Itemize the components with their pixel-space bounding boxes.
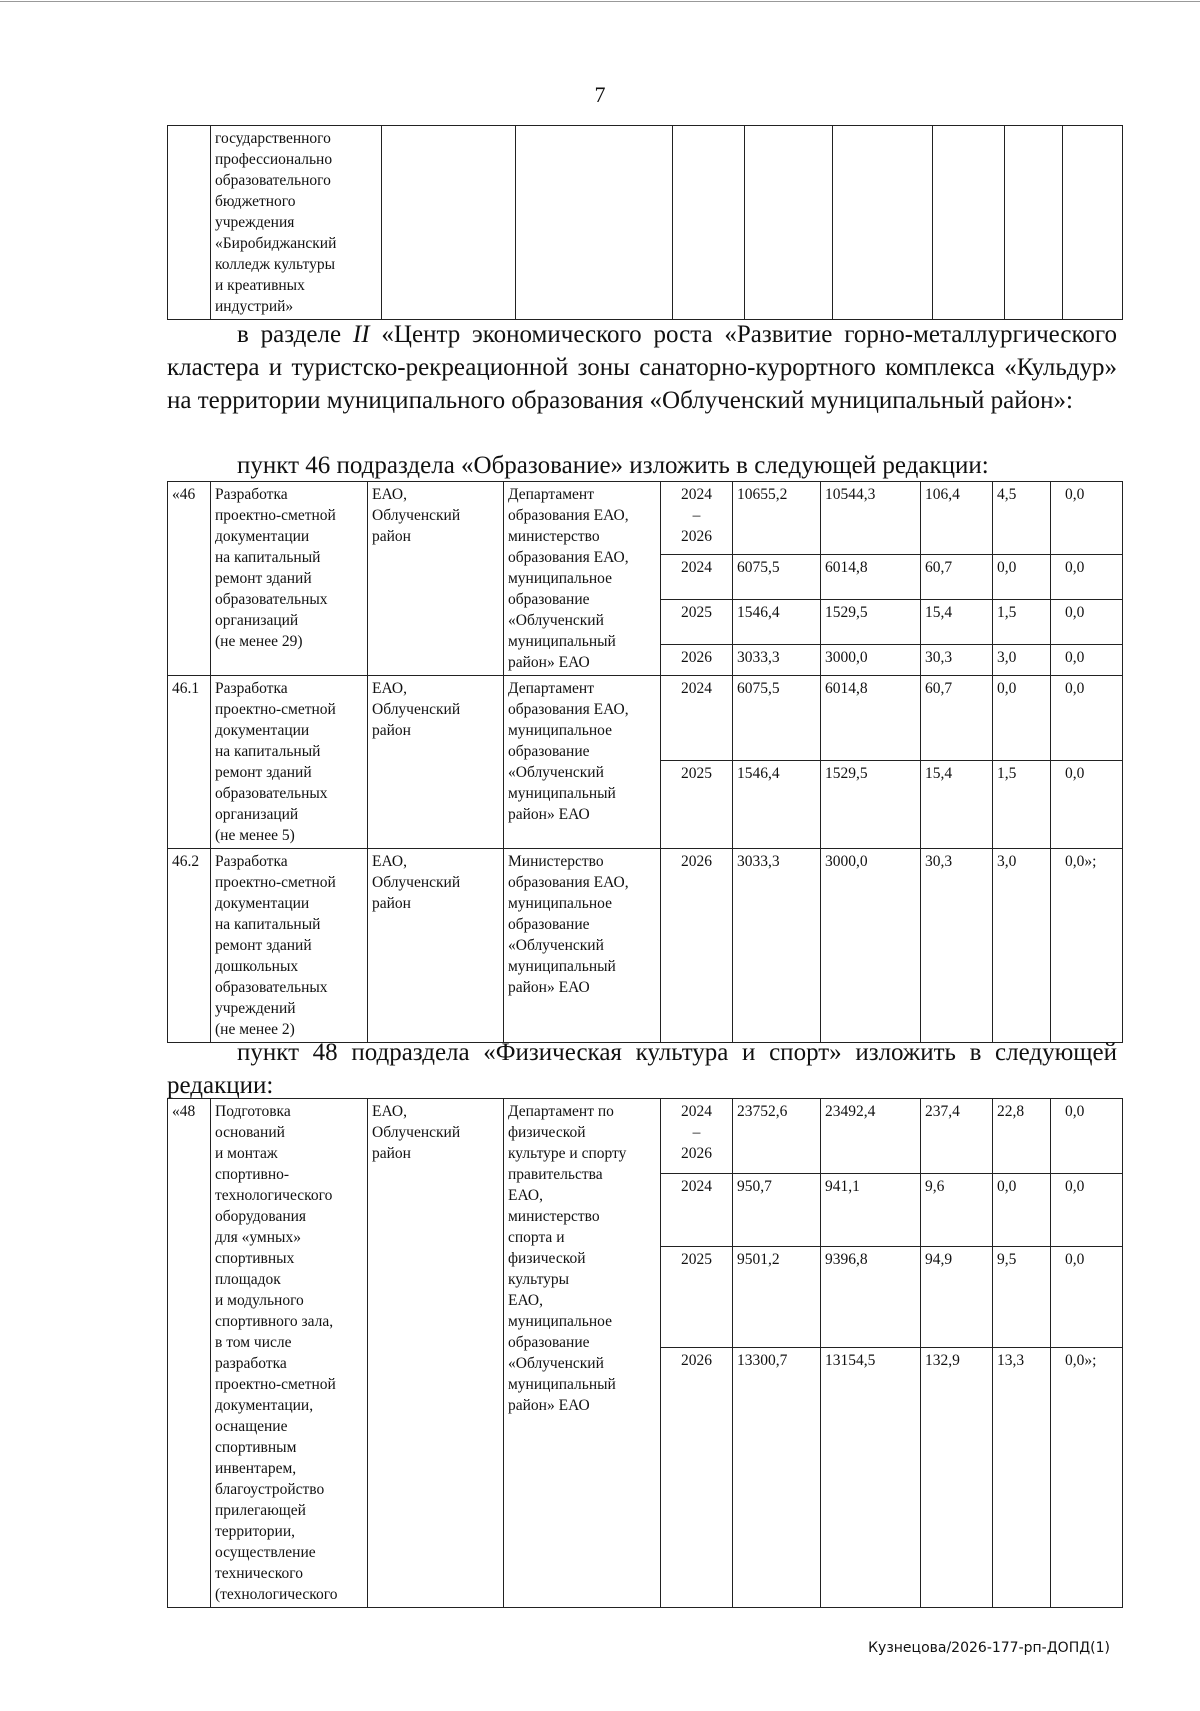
cell-num	[168, 126, 211, 320]
row46-num: «46	[168, 482, 211, 676]
row461-year: 2024	[661, 676, 733, 761]
row48-place: ЕАО, Облученский район	[368, 1099, 504, 1608]
row48-exec: Департамент по физической культуре и спорту правительства ЕАО, министерство спорта и физической культуры ЕАО, муниципальное образование «Облученский муниципальный район» ЕАО	[504, 1099, 661, 1608]
page-number: 7	[594, 82, 606, 107]
row461-v5: 0,0	[1051, 676, 1123, 761]
row48-v4: 13,3	[993, 1347, 1051, 1607]
row462-v3: 30,3	[921, 849, 993, 1043]
row46-v1: 10655,2	[733, 482, 821, 555]
row46-v2: 6014,8	[821, 554, 921, 600]
cell-year	[673, 126, 745, 320]
row461-v2: 1529,5	[821, 760, 921, 848]
section-text-before: в разделе	[237, 321, 353, 348]
row48-v5: 0,0	[1051, 1246, 1123, 1347]
cell-v3	[933, 126, 1005, 320]
row48-v2: 13154,5	[821, 1347, 921, 1607]
row462-v1: 3033,3	[733, 849, 821, 1043]
row46-year: 2024 – 2026	[661, 482, 733, 555]
row46-v5: 0,0	[1051, 554, 1123, 600]
section-roman: II	[352, 321, 370, 348]
row48-v1: 9501,2	[733, 1246, 821, 1347]
row461-v4: 1,5	[993, 760, 1051, 848]
cell-v2	[833, 126, 933, 320]
row462-exec: Министерство образования ЕАО, муниципальное образование «Облученский муниципальный район» ЕАО	[504, 849, 661, 1043]
row48-name: Подготовка оснований и монтаж спортивно- технологического оборудования для «умных» спортивных площадок и модульного спортивного зала, в том числе разработка проектно-сметной документации, оснащение спортивным инвентарем, благоустройство прилегающей территории, осуществление технического (технологического	[211, 1099, 368, 1608]
row461-v3: 15,4	[921, 760, 993, 848]
row46-name: Разработка проектно-сметной документации на капитальный ремонт зданий образовательных организаций (не менее 29)	[211, 482, 368, 676]
row461-v2: 6014,8	[821, 676, 921, 761]
row461-v1: 1546,4	[733, 760, 821, 848]
row48-v1: 950,7	[733, 1174, 821, 1246]
row48-year: 2024	[661, 1174, 733, 1246]
row46-v2: 10544,3	[821, 482, 921, 555]
table-point-46	[167, 481, 1123, 1043]
table-point-48	[167, 1098, 1123, 1608]
row48-v3: 132,9	[921, 1347, 993, 1607]
row46-v1: 6075,5	[733, 554, 821, 600]
row48-v4: 0,0	[993, 1174, 1051, 1246]
row48-v3: 9,6	[921, 1174, 993, 1246]
row46-v3: 30,3	[921, 644, 993, 675]
row46-year: 2026	[661, 644, 733, 675]
row48-v5: 0,0	[1051, 1099, 1123, 1174]
row461-exec: Департамент образования ЕАО, муниципальное образование «Облученский муниципальный район» ЕАО	[504, 676, 661, 849]
row48-v1: 13300,7	[733, 1347, 821, 1607]
row48-year: 2026	[661, 1347, 733, 1607]
cell-exec	[516, 126, 673, 320]
row48-v4: 9,5	[993, 1246, 1051, 1347]
table-continuation	[167, 125, 1123, 320]
row461-year: 2025	[661, 760, 733, 848]
row461-name: Разработка проектно-сметной документации на капитальный ремонт зданий образовательных организаций (не менее 5)	[211, 676, 368, 849]
row46-v5: 0,0	[1051, 482, 1123, 555]
row48-year: 2025	[661, 1246, 733, 1347]
top-scan-line	[0, 1, 1200, 2]
row48-v3: 237,4	[921, 1099, 993, 1174]
cell-v5	[1063, 126, 1123, 320]
point48-paragraph: пункт 48 подраздела «Физическая культура и спорт» изложить в следующей редакции:	[167, 1039, 1117, 1099]
row48-num: «48	[168, 1099, 211, 1608]
row46-v4: 0,0	[993, 554, 1051, 600]
section-paragraph	[167, 318, 1117, 417]
row46-v4: 3,0	[993, 644, 1051, 675]
row462-v4: 3,0	[993, 849, 1051, 1043]
row48-v2: 941,1	[821, 1174, 921, 1246]
row462-v2: 3000,0	[821, 849, 921, 1043]
cell-v1	[745, 126, 833, 320]
row48-v2: 9396,8	[821, 1246, 921, 1347]
row462-name: Разработка проектно-сметной документации на капитальный ремонт зданий дошкольных образовательных учреждений (не менее 2)	[211, 849, 368, 1043]
row46-v1: 1546,4	[733, 600, 821, 645]
row46-v4: 1,5	[993, 600, 1051, 645]
row48-v3: 94,9	[921, 1246, 993, 1347]
row462-year: 2026	[661, 849, 733, 1043]
cell-name: государственного профессионально образовательного бюджетного учреждения «Биробиджанский колледж культуры и креативных индустрий»	[211, 126, 382, 320]
row48-v2: 23492,4	[821, 1099, 921, 1174]
cell-place	[382, 126, 516, 320]
row46-v4: 4,5	[993, 482, 1051, 555]
row48-v4: 22,8	[993, 1099, 1051, 1174]
row48-v5: 0,0»;	[1051, 1347, 1123, 1607]
row461-v4: 0,0	[993, 676, 1051, 761]
row46-exec: Департамент образования ЕАО, министерство образования ЕАО, муниципальное образование «Облученский муниципальный район» ЕАО	[504, 482, 661, 676]
row46-place: ЕАО, Облученский район	[368, 482, 504, 676]
row46-v5: 0,0	[1051, 644, 1123, 675]
row48-v5: 0,0	[1051, 1174, 1123, 1246]
row46-v2: 3000,0	[821, 644, 921, 675]
row461-v1: 6075,5	[733, 676, 821, 761]
row46-year: 2025	[661, 600, 733, 645]
row46-year: 2024	[661, 554, 733, 600]
row461-v5: 0,0	[1051, 760, 1123, 848]
row48-year: 2024 – 2026	[661, 1099, 733, 1174]
row461-v3: 60,7	[921, 676, 993, 761]
row461-num: 46.1	[168, 676, 211, 849]
row46-v3: 106,4	[921, 482, 993, 555]
row46-v3: 60,7	[921, 554, 993, 600]
row462-place: ЕАО, Облученский район	[368, 849, 504, 1043]
footer-doc-code: Кузнецова/2026-177-рп-ДОПД(1)	[868, 1640, 1110, 1656]
row46-v1: 3033,3	[733, 644, 821, 675]
section-text-after: «Центр экономического роста «Развитие горно-металлургического кластера и туристско-рекреационной зоны санаторно-курортного комплекса «Кульдур» на территории муниципального образования «Облученский муниципальный район»:	[167, 321, 1117, 414]
row46-v5: 0,0	[1051, 600, 1123, 645]
cell-v4	[1005, 126, 1063, 320]
row46-v2: 1529,5	[821, 600, 921, 645]
point46-paragraph: пункт 46 подраздела «Образование» изложить в следующей редакции:	[237, 452, 989, 479]
row48-v1: 23752,6	[733, 1099, 821, 1174]
row46-v3: 15,4	[921, 600, 993, 645]
row461-place: ЕАО, Облученский район	[368, 676, 504, 849]
row462-v5: 0,0»;	[1051, 849, 1123, 1043]
row462-num: 46.2	[168, 849, 211, 1043]
